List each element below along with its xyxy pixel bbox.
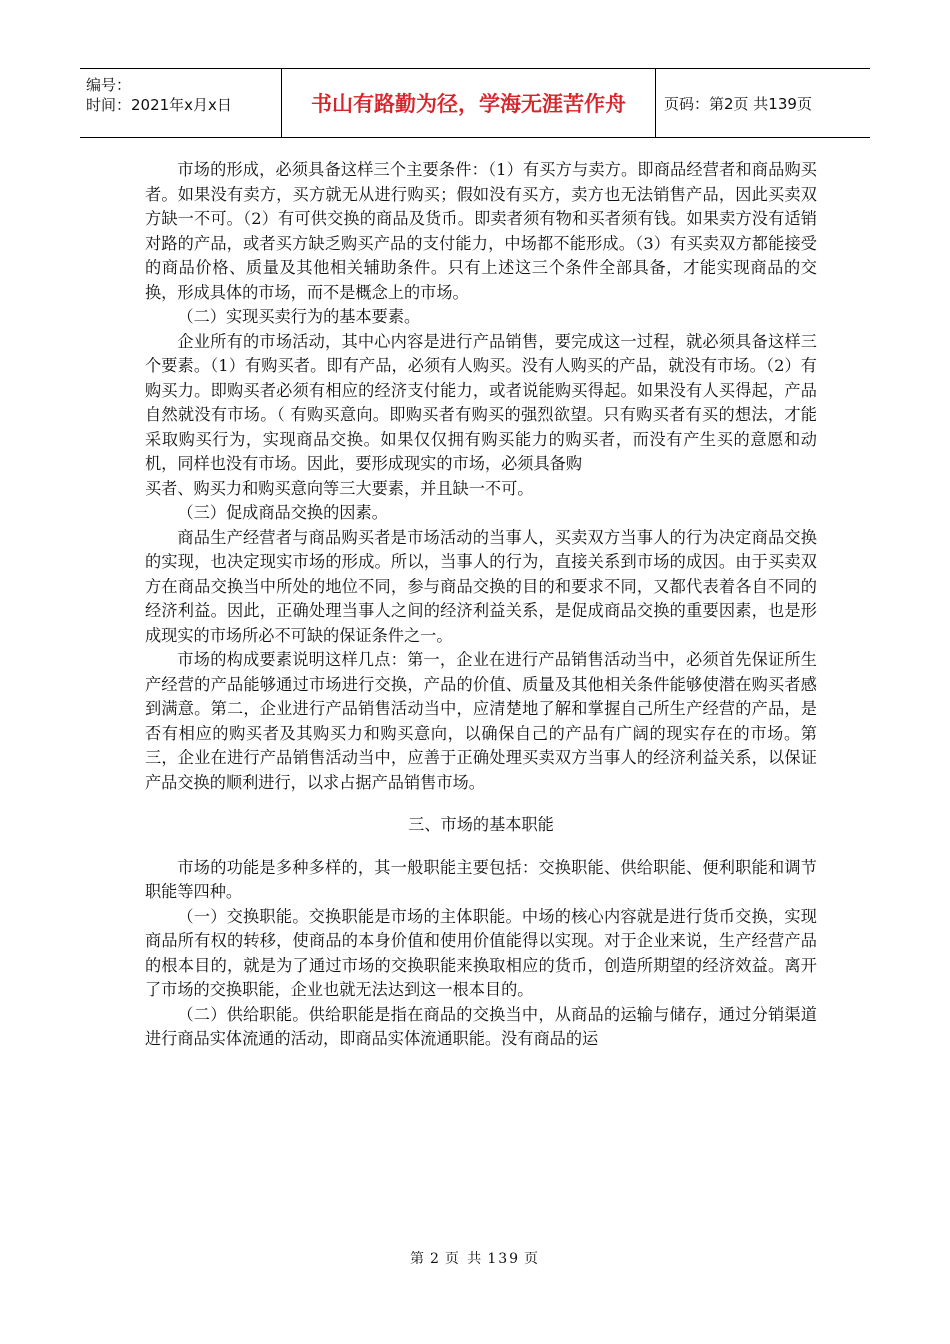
page-header — [80, 68, 870, 138]
paragraph: 市场的功能是多种多样的，其一般职能主要包括：交换职能、供给职能、便利职能和调节职能等四种。 — [145, 857, 817, 901]
document-time-label: 时间：2021年x月x日 — [86, 96, 232, 114]
page-footer — [0, 1248, 950, 1268]
footer-suffix: 页 — [524, 1251, 541, 1267]
footer-page-number: 2 — [429, 1251, 441, 1267]
paragraph: 市场的构成要素说明这样几点：第一，企业在进行产品销售活动当中，必须首先保证所生产经营的产品能够通过市场进行交换，产品的价值、质量及其他相关条件能够使潜在购买者感到满意。第二，企业进行产品销售活动当中，应清楚地了解和掌握自己所生产经营的产品，是否有相应的购买者及其购买力和购买意向，以确保自己的产品有广阔的现实存在的市场。第三，企业在进行产品销售活动当中，应善于正确处理买卖双方当事人的经济利益关系，以保证产品交换的顺利进行，以求占据产品销售市场。 — [145, 650, 817, 792]
header-motto: 书山有路勤为径，学海无涯苦作舟 — [282, 69, 656, 137]
paragraph: 市场的形成，必须具备这样三个主要条件：（1）有买方与卖方。即商品经营者和商品购买者。如果没有卖方，买方就无从进行购买；假如没有买方，卖方也无法销售产品，因此买卖双方缺一不可。（2）有可供交换的商品及货币。即卖者须有物和买者须有钱。如果卖方没有适销对路的产品，或者买方缺乏购买产品的支付能力，中场都不能形成。（3）有买卖双方都能接受的商品价格、质量及其他相关辅助条件。只有上述这三个条件全部具备，才能实现商品的交换，形成具体的市场，而不是概念上的市场。 — [145, 160, 817, 302]
paragraph: （二）实现买卖行为的基本要素。 — [177, 307, 421, 326]
footer-middle: 页 共 — [444, 1251, 484, 1267]
paragraph: （三）促成商品交换的因素。 — [177, 503, 388, 522]
document-body — [145, 158, 817, 1052]
paragraph: 企业所有的市场活动，其中心内容是进行产品销售，要完成这一过程，就必须具备这样三个要素。（1）有购买者。即有产品，必须有人购买。没有人购买的产品，就没有市场。（2）有购买力。即购买者必须有相应的经济支付能力，或者说能购买得起。如果没有人买得起，产品自然就没有市场。（ 有购买意向。即购买者有购买的强烈欲望。只有购买者有买的想法，才能采取购买行为，实现商品交换。如果仅仅拥有购买能力的购买者，而没有产生买的意愿和动机，同样也没有市场。因此，要形成现实的市场，必须具备购 — [145, 331, 817, 473]
footer-total-pages: 139 — [487, 1251, 521, 1267]
paragraph: （二）供给职能。供给职能是指在商品的交换当中，从商品的运输与储存，通过分销渠道进行商品实体流通的活动，即商品实体流通职能。没有商品的运 — [145, 1004, 817, 1048]
paragraph: 买者、购买力和购买意向等三大要素，并且缺一不可。 — [145, 478, 534, 498]
paragraph: （一）交换职能。交换职能是市场的主体职能。中场的核心内容就是进行货币交换，实现商品所有权的转移，使商品的本身价值和使用价值能得以实现。对于企业来说，生产经营产品的根本目的，就是为了通过市场的交换职能来换取相应的货币，创造所期望的经济效益。离开了市场的交换职能，企业也就无法达到这一根本目的。 — [145, 906, 817, 999]
section-title: 三、市场的基本职能 — [408, 815, 554, 834]
paragraph: 商品生产经营者与商品购买者是市场活动的当事人，买卖双方当事人的行为决定商品交换的实现，也决定现实市场的形成。所以，当事人的行为，直接关系到市场的成因。由于买卖双方在商品交换当中所处的地位不同，参与商品交换的目的和要求不同，又都代表着各自不同的经济利益。因此，正确处理当事人之间的经济利益关系，是促成商品交换的重要因素，也是形成现实的市场所必不可缺的保证条件之一。 — [145, 527, 817, 645]
header-page-label: 页码：第2页 共139页 — [664, 94, 812, 113]
header-info-cell — [80, 69, 282, 137]
document-number-label: 编号： — [86, 76, 132, 94]
footer-prefix: 第 — [409, 1251, 426, 1267]
